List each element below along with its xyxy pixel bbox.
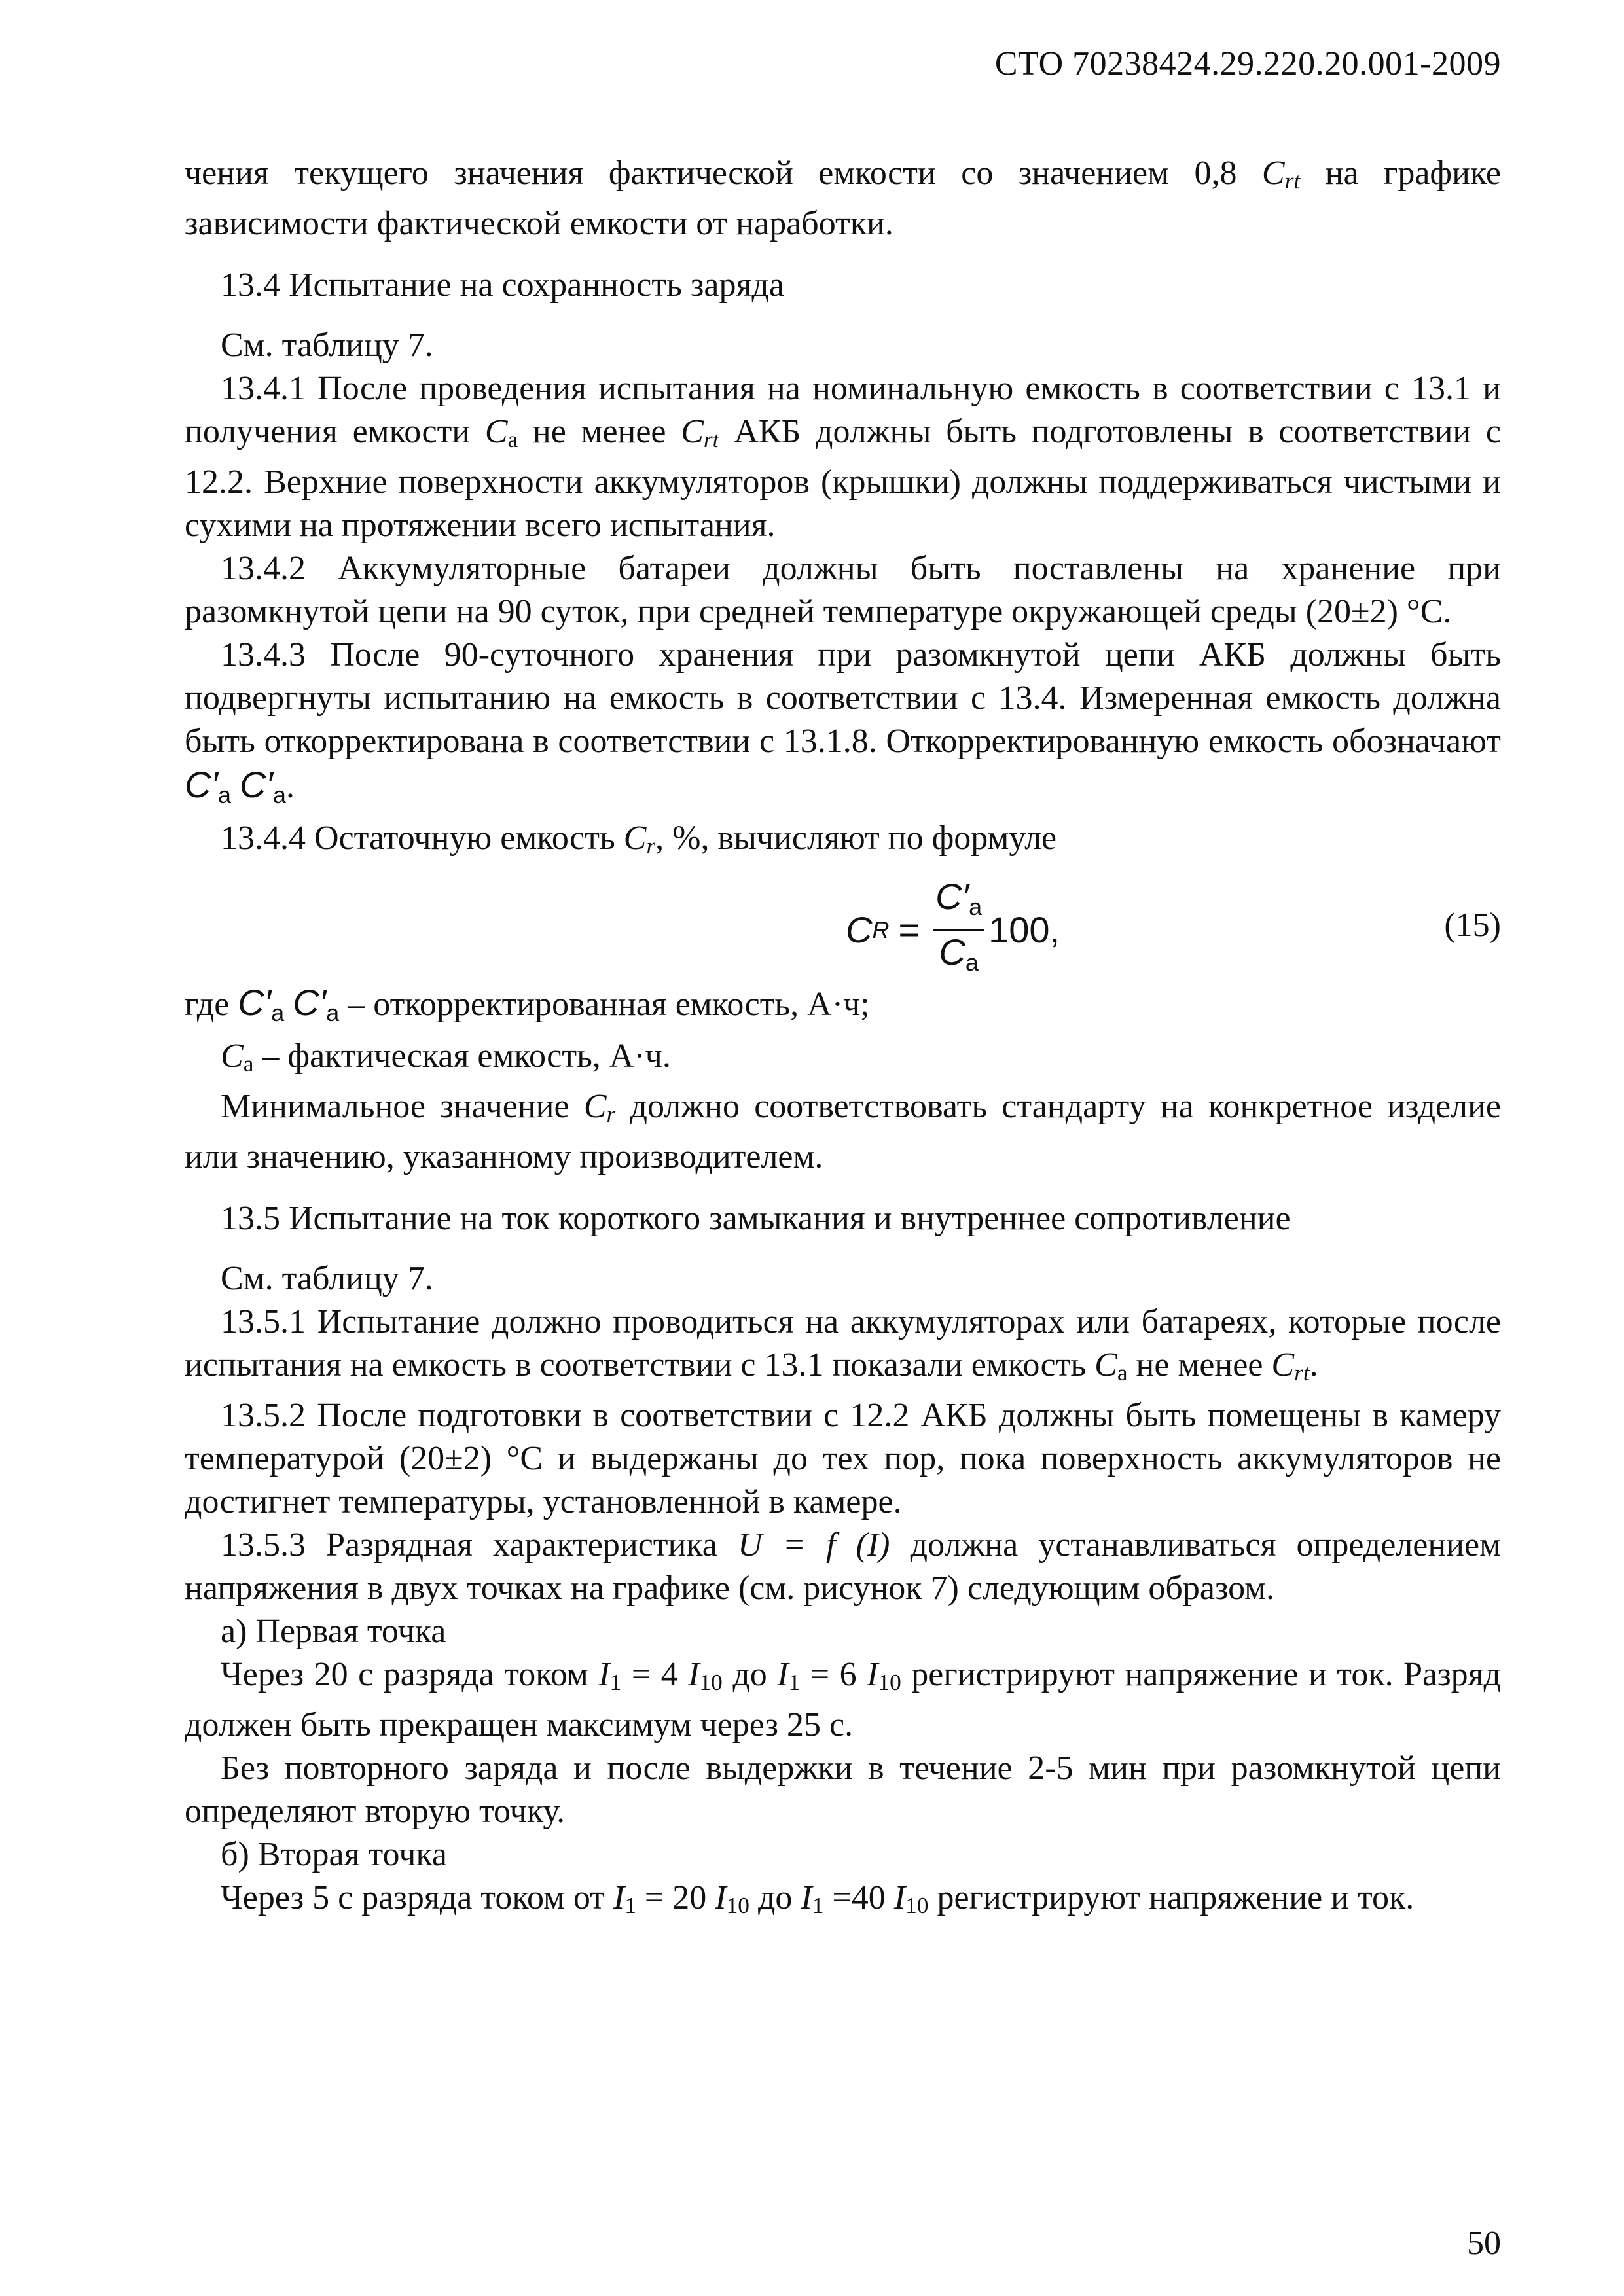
formula-number: (15) bbox=[1444, 906, 1501, 944]
symbol-ca-prime: C′a bbox=[185, 764, 231, 809]
text-run: Через 20 с разряда током bbox=[221, 1656, 599, 1694]
symbol-ca-prime: C′a bbox=[293, 982, 340, 1027]
text-run: должно соответствовать стандарту на конкретное изделие или значению, указанному производителем. bbox=[185, 1088, 1501, 1176]
page-number: 50 bbox=[1467, 2225, 1501, 2262]
text-run: 13.4.3 После 90-суточного хранения при разомкнутой цепи АКБ должны быть подвергнуты испытанию на емкость в соответствии с 13.4. Измеренная емкость должна быть откорректирована в соответствии с 13.1.8. Откорректированную емкость обозначают bbox=[185, 636, 1501, 761]
paragraph-13-4-4 bbox=[185, 817, 1501, 867]
paragraph-continuation bbox=[185, 152, 1501, 245]
formula-15 bbox=[185, 870, 1501, 981]
symbol-c: C bbox=[681, 413, 704, 451]
symbol-subscript: а bbox=[507, 426, 518, 453]
formula-fraction bbox=[933, 876, 984, 983]
text-run: чения текущего значения фактической емкости со значением 0,8 bbox=[185, 154, 1262, 192]
text-run: 13.4.1 После проведения испытания на номинальную емкость в соответствии с 13.1 и получения емкости bbox=[185, 370, 1501, 451]
paragraph-13-4-1 bbox=[185, 367, 1501, 547]
where-line-2 bbox=[185, 1035, 1501, 1085]
symbol-c: C bbox=[1261, 154, 1285, 192]
text-run: 13.5.1 Испытание должно проводиться на аккумуляторах или батареях, которые после испытания на емкость в соответствии с 13.1 показали емкость bbox=[185, 1303, 1501, 1384]
text-run: – фактическая емкость, А·ч. bbox=[253, 1037, 671, 1075]
formula-equals: = bbox=[898, 908, 920, 950]
list-item-a: а) Первая точка bbox=[221, 1613, 446, 1651]
formula-inline: U = f (I) bbox=[738, 1526, 890, 1564]
symbol-subscript: а bbox=[1117, 1359, 1128, 1386]
symbol-subscript: rt bbox=[1284, 168, 1301, 194]
symbol-c: C bbox=[221, 1037, 244, 1075]
text-run: не менее bbox=[518, 413, 681, 451]
section-heading-13-5: 13.5 Испытание на ток короткого замыкания и внутреннее сопротивление bbox=[221, 1200, 1291, 1238]
paragraph-13-5-3 bbox=[185, 1524, 1501, 1610]
paragraph-second-point: Через 5 с разряда током от $I_1 = 20$ $I_{10}$ до $I_1 =40$ $I_{10}$ регистрируют напряжение и ток. bbox=[221, 1879, 1415, 1919]
symbol-subscript: r bbox=[646, 833, 656, 859]
symbol-c: C bbox=[484, 413, 508, 451]
paragraph-first-point: Через 20 с разряда током $I_1 = 4$ $I_{10}$ до $I_1 = 6$ $I_{10}$ регистрируют напряжение и ток. Разряд должен быть прекращен максимум через 25 с. bbox=[185, 1656, 1501, 1744]
symbol-c: C bbox=[1271, 1346, 1295, 1384]
formula-factor: 100, bbox=[988, 908, 1060, 950]
section-heading-13-4: 13.4 Испытание на сохранность заряда bbox=[221, 266, 784, 304]
see-table-note: См. таблицу 7. bbox=[221, 1260, 433, 1298]
symbol-ca-prime: C′a bbox=[239, 764, 286, 809]
text-run: Минимальное значение bbox=[221, 1088, 584, 1126]
text-run: . bbox=[285, 768, 295, 806]
symbol-c: C bbox=[1094, 1346, 1117, 1384]
paragraph-13-4-2: 13.4.2 Аккумуляторные батареи должны быть поставлены на хранение при разомкнутой цепи на 90 суток, при средней температуре окружающей среды (20±2) °С. bbox=[185, 550, 1501, 631]
text-run: . bbox=[1309, 1346, 1318, 1384]
formula-numerator: C′a bbox=[933, 876, 984, 931]
formula-denominator: Ca bbox=[939, 931, 979, 977]
where-line-1 bbox=[185, 981, 1501, 1035]
paragraph-min-value bbox=[185, 1085, 1501, 1179]
paragraph-13-5-1 bbox=[185, 1300, 1501, 1394]
text-run: 13.4.4 Остаточную емкость bbox=[221, 819, 624, 857]
see-table-note: См. таблицу 7. bbox=[221, 327, 433, 365]
symbol-subscript: r bbox=[606, 1101, 616, 1128]
symbol-c: C bbox=[583, 1088, 607, 1126]
text-run: не менее bbox=[1127, 1346, 1272, 1384]
document-body bbox=[185, 152, 1501, 1928]
formula-lhs: C bbox=[846, 908, 873, 950]
list-item-b: б) Вторая точка bbox=[221, 1836, 447, 1874]
document-code-header: СТО 70238424.29.220.20.001-2009 bbox=[994, 45, 1501, 82]
formula-expression bbox=[846, 876, 1060, 983]
formula-lhs-subscript: R bbox=[872, 916, 890, 943]
paragraph-between-points: Без повторного заряда и после выдержки в течение 2-5 мин при разомкнутой цепи определяют вторую точку. bbox=[185, 1749, 1501, 1831]
symbol-subscript: rt bbox=[1294, 1359, 1310, 1386]
paragraph-13-4-3 bbox=[185, 634, 1501, 817]
text-run: должна устанавливаться определением напряжения в двух точках на графике (см. рисунок 7) следующим образом. bbox=[185, 1526, 1501, 1607]
text-run: , %, вычисляют по формуле bbox=[655, 819, 1057, 857]
symbol-subscript: rt bbox=[703, 426, 719, 453]
symbol-subscript: а bbox=[243, 1050, 254, 1077]
text-run: АКБ должны быть подготовлены в соответствии с 12.2. Верхние поверхности аккумуляторов (крышки) должны поддерживаться чистыми и сухими на протяжении всего испытания. bbox=[185, 413, 1502, 545]
symbol-ca-prime: C′a bbox=[238, 982, 285, 1027]
text-run: где bbox=[185, 986, 238, 1024]
text-run: Через 5 с разряда током от bbox=[221, 1879, 613, 1917]
text-run: на графике зависимости фактической емкости от наработки. bbox=[185, 154, 1501, 243]
text-run: 13.5.3 Разрядная характеристика bbox=[221, 1526, 738, 1564]
text-run: – откорректированная емкость, А·ч; bbox=[339, 986, 870, 1024]
symbol-c: C bbox=[623, 819, 647, 857]
paragraph-13-5-2: 13.5.2 После подготовки в соответствии с 12.2 АКБ должны быть помещены в камеру температурой (20±2) °С и выдержаны до тех пор, пока поверхность аккумуляторов не достигнет температуры, установленной в камере. bbox=[185, 1397, 1501, 1521]
